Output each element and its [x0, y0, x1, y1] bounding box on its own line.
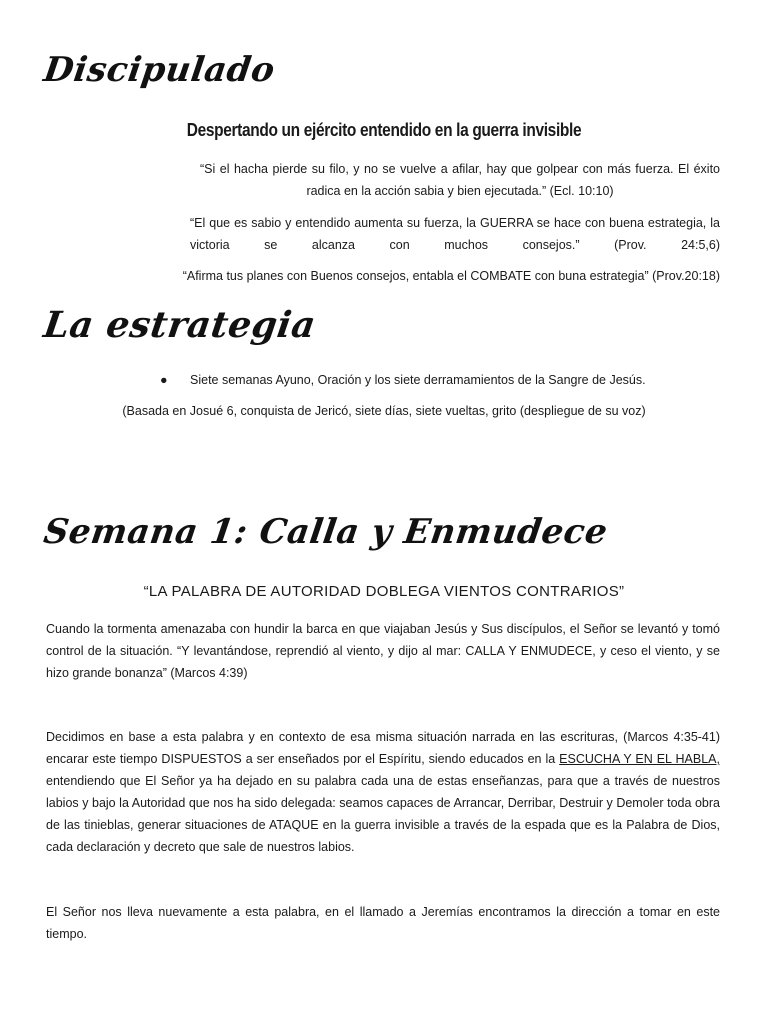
paragraph-storm: Cuando la tormenta amenazaba con hundir la barca en que viajaban Jesús y Sus discípulos, el Señor se levantó y tomó control de la situación. “Y levantándose, reprendió al viento, y dijo al mar: CALLA Y ENMUDECE, y ceso el viento, y se hizo grande bonanza” (Marcos 4:39): [46, 622, 720, 680]
week-motto: “LA PALABRA DE AUTORIDAD DOBLEGA VIENTOS CONTRARIOS”: [143, 583, 625, 600]
paragraph-decision-part-1: Decidimos en base a esta palabra y en contexto de esa misma situación narrada en las escrituras, (Marcos 4:35-41) encarar este tiempo DISPUESTOS a ser enseñados por el Espíritu, siendo educados en la: [46, 730, 720, 766]
heading-discipulado: Discipulado: [41, 50, 278, 90]
strategy-note: (Basada en Josué 6, conquista de Jericó, siete días, siete vueltas, grito (despliegue de su voz): [122, 404, 646, 418]
paragraph-jeremias: El Señor nos lleva nuevamente a esta palabra, en el llamado a Jeremías encontramos la dirección a tomar en este tiempo.: [46, 905, 720, 941]
heading-semana-1: Semana 1: Calla y Enmudece: [41, 512, 611, 552]
quote-ecclesiastes: “Si el hacha pierde su filo, y no se vuelve a afilar, hay que golpear con más fuerza. El éxito radica en la acción sabia y bien ejecutada.” (Ecl. 10:10): [200, 162, 720, 198]
quote-proverbs-24: “El que es sabio y entendido aumenta su fuerza, la GUERRA se hace con buena estrategia, la victoria se alcanza con muchos consejos.” (Prov. 24:5,6): [190, 216, 720, 252]
strategy-bullet-item: [160, 373, 646, 387]
bullet-icon: ●: [160, 373, 168, 387]
heading-estrategia: La estrategia: [41, 304, 319, 346]
strategy-bullet-text: Siete semanas Ayuno, Oración y los siete derramamientos de la Sangre de Jesús.: [190, 373, 646, 387]
paragraph-decision: [46, 726, 720, 858]
subtitle: Despertando un ejército entendido en la guerra invisible: [186, 120, 582, 140]
paragraph-decision-part-2: entendiendo que El Señor ya ha dejado en su palabra cada una de estas enseñanzas, para que a través de nuestros labios y bajo la Autoridad que nos ha sido delegada: seamos capaces de Arrancar, Derribar, Destruir y Demoler toda obra de las tinieblas, generar situaciones de ATAQUE en la guerra invisible a través de la espada que es la Palabra de Dios, cada declaración y decreto que sale de nuestros labios.: [46, 774, 720, 854]
underlined-phrase: ESCUCHA Y EN EL HABLA,: [559, 752, 720, 766]
quote-proverbs-20: “Afirma tus planes con Buenos consejos, entabla el COMBATE con buna estrategia” (Prov.20:18): [182, 269, 720, 283]
